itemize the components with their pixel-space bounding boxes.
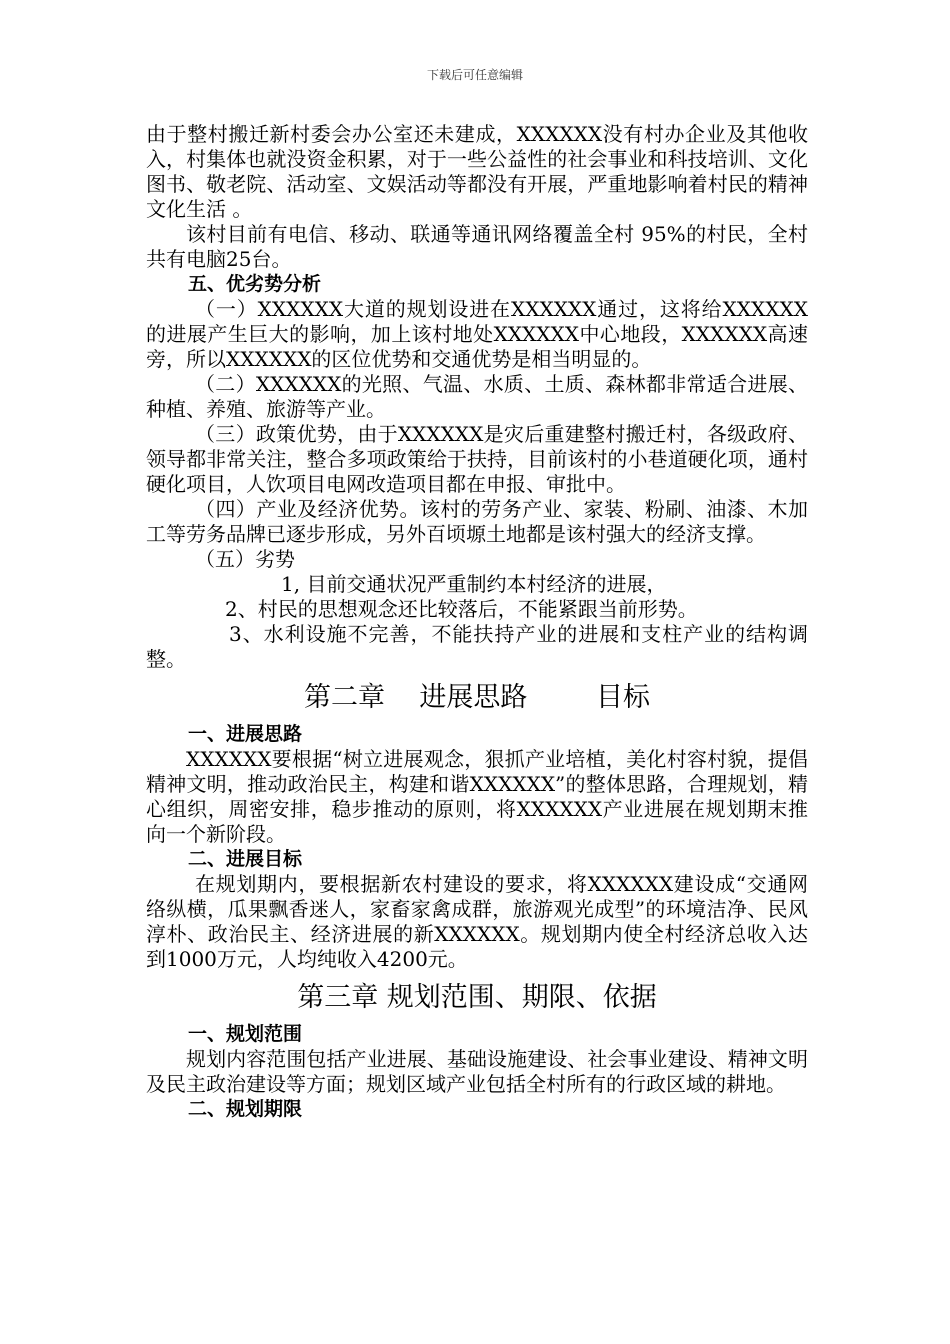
- paragraph: （五）劣势: [195, 547, 295, 571]
- document-body: [146, 122, 808, 1122]
- paragraph: （三）政策优势，由于XXXXXX是灾后重建整村搬迁村，各级政府、领导都非常关注，整合多项政策给于扶持，目前该村的小巷道硬化项，通村硬化项目，人饮项目电网改造项目都在申报、审批中。: [146, 422, 808, 496]
- section-heading: 一、进展思路: [188, 723, 303, 745]
- paragraph: 该村目前有电信、移动、联通等通讯网络覆盖全村 95%的村民，全村共有电脑25台。: [146, 222, 808, 271]
- paragraph: 规划内容范围包括产业进展、基础设施建设、社会事业建设、精神文明及民主政治建设等方面；规划区域产业包括全村所有的行政区域的耕地。: [146, 1047, 808, 1096]
- section-heading: 五、优劣势分析: [188, 273, 322, 295]
- paragraph: （二）XXXXXX的光照、气温、水质、土质、森林都非常适合进展、种植、养殖、旅游等产业。: [146, 372, 808, 421]
- chapter-title: 第三章 规划范围、期限、依据: [297, 982, 657, 1013]
- paragraph: （四）产业及经济优势。该村的劳务产业、家装、粉刷、油漆、木加工等劳务品牌已逐步形成，另外百顷塬土地都是该村强大的经济支撑。: [146, 497, 808, 546]
- paragraph: XXXXXX要根据“树立进展观念，狠抓产业培植，美化村容村貌，提倡精神文明，推动政治民主，构建和谐XXXXXX”的整体思路，合理规划，精心组织，周密安排，稳步推动的原则，将XXXXXX产业进展在规划期末推向一个新阶段。: [146, 747, 808, 846]
- list-item: 1, 目前交通状况严重制约本村经济的进展，: [281, 572, 667, 596]
- section-heading: 二、规划期限: [188, 1098, 303, 1120]
- paragraph: 在规划期内，要根据新农村建设的要求，将XXXXXX建设成“交通网络纵横，瓜果飘香迷人，家畜家禽成群，旅游观光成型”的环境洁净、民风淳朴、政治民主、经济进展的新XXXXXX。规划期内使全村经济总收入达到1000万元，人均纯收入4200元。: [146, 872, 808, 971]
- page-header: 下载后可任意编辑: [426, 68, 523, 82]
- list-item: 3、水利设施不完善，不能扶持产业的进展和支柱产业的结构调整。: [146, 622, 808, 671]
- section-heading: 二、进展目标: [188, 848, 303, 870]
- paragraph: （一）XXXXXX大道的规划设进在XXXXXX通过，这将给XXXXXX的进展产生巨大的影响，加上该村地处XXXXXX中心地段，XXXXXX高速旁，所以XXXXXX的区位优势和交通优势是相当明显的。: [146, 297, 808, 371]
- paragraph: 由于整村搬迁新村委会办公室还未建成，XXXXXX没有村办企业及其他收入，村集体也就没资金积累，对于一些公益性的社会事业和科技培训、文化图书、敬老院、活动室、文娱活动等都没有开展，严重地影响着村民的精神文化生活 。: [146, 122, 808, 221]
- chapter-title: 第二章 进展思路 目标: [304, 682, 650, 713]
- list-item: 2、村民的思想观念还比较落后，不能紧跟当前形势。: [225, 597, 698, 621]
- section-heading: 一、规划范围: [188, 1023, 303, 1045]
